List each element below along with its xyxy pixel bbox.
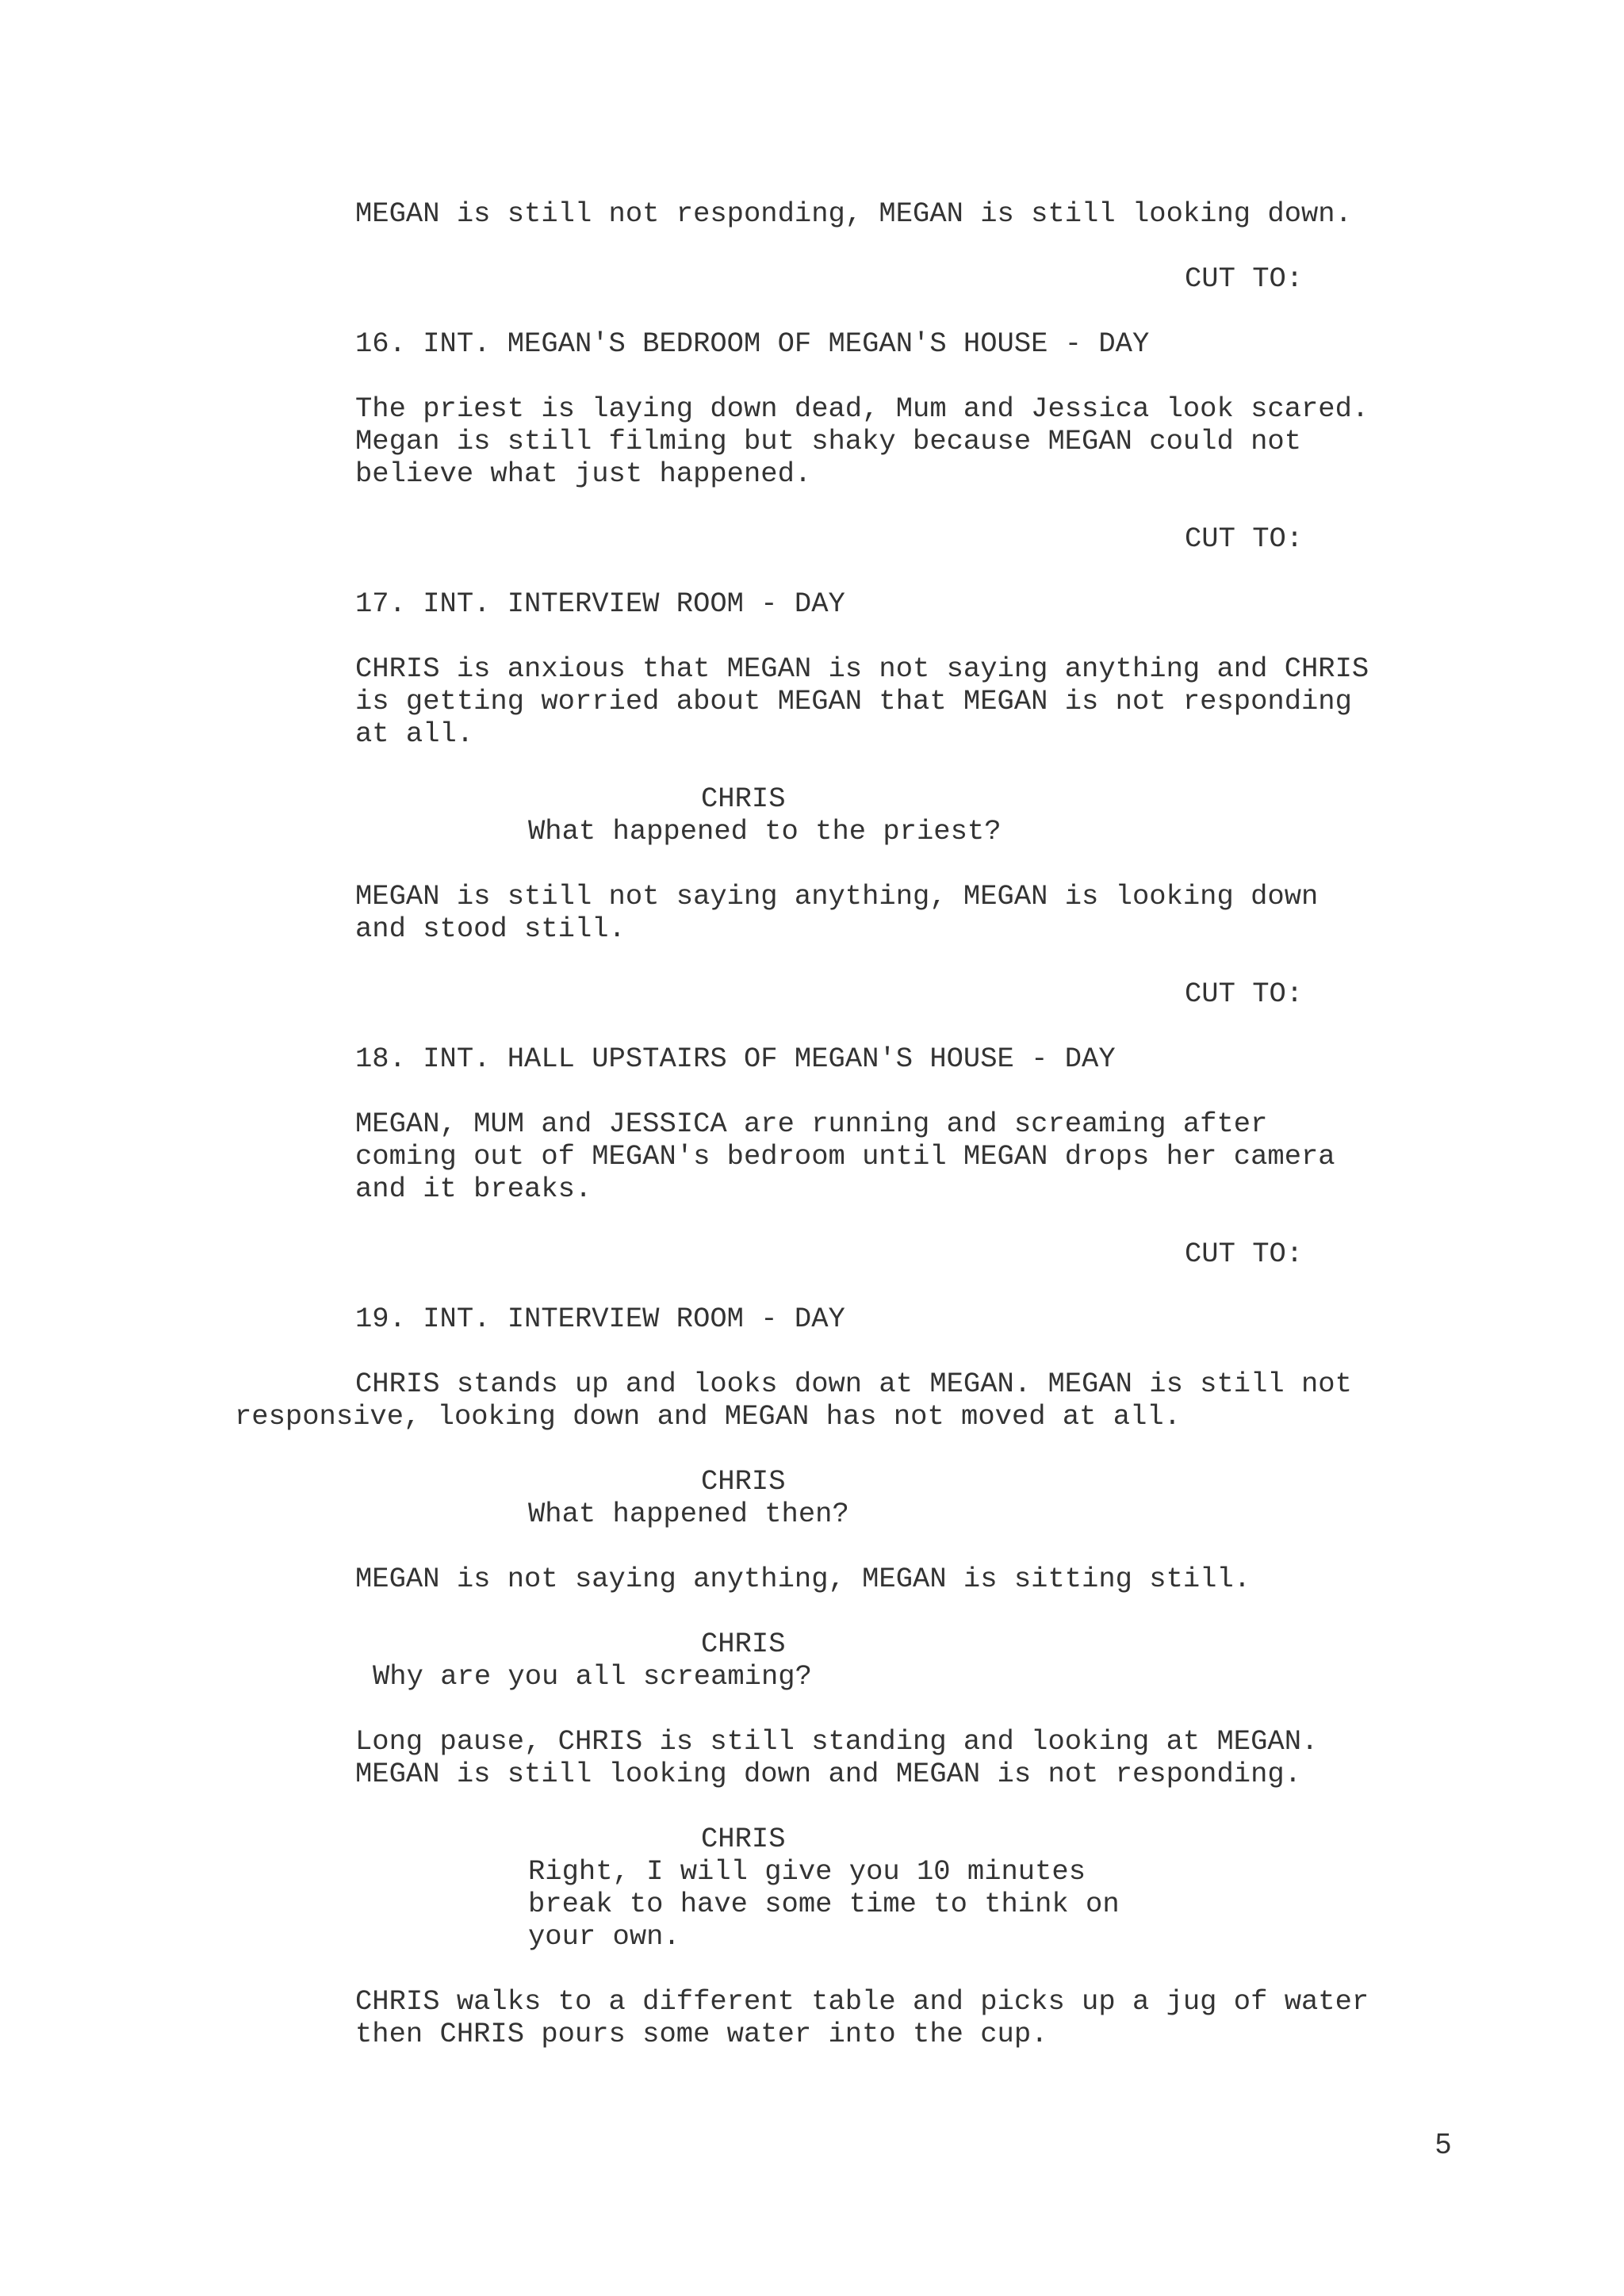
scene-heading: 19. INT. INTERVIEW ROOM - DAY (355, 1303, 845, 1335)
action-line: MEGAN is still not saying anything, MEGAN is looking down (355, 880, 1319, 913)
action-line: is getting worried about MEGAN that MEGAN is not responding (355, 685, 1352, 718)
transition-cut-to: CUT TO: (1185, 978, 1304, 1010)
character-name: CHRIS (701, 1465, 786, 1498)
action-line: responsive, looking down and MEGAN has not moved at all. (235, 1400, 1181, 1433)
action-line: CHRIS is anxious that MEGAN is not saying anything and CHRIS (355, 652, 1369, 685)
character-name: CHRIS (701, 1628, 786, 1660)
action-line: and stood still. (355, 913, 626, 945)
action-line: MEGAN is still looking down and MEGAN is not responding. (355, 1758, 1301, 1790)
action-line: The priest is laying down dead, Mum and Jessica look scared. (355, 392, 1369, 425)
action-line: Long pause, CHRIS is still standing and looking at MEGAN. (355, 1725, 1319, 1758)
dialogue-line: your own. (528, 1920, 680, 1953)
action-line: then CHRIS pours some water into the cup. (355, 2018, 1048, 2050)
dialogue-line: Right, I will give you 10 minutes (528, 1855, 1086, 1888)
action-line: at all. (355, 718, 474, 750)
transition-cut-to: CUT TO: (1185, 522, 1304, 555)
action-line: CHRIS stands up and looks down at MEGAN. MEGAN is still not (355, 1368, 1352, 1400)
action-line: MEGAN is still not responding, MEGAN is still looking down. (355, 197, 1352, 230)
page-number: 5 (1435, 2127, 1452, 2160)
dialogue-line: break to have some time to think on (528, 1888, 1120, 1920)
dialogue-line: Why are you all screaming? (373, 1660, 812, 1693)
action-line: Megan is still filming but shaky because MEGAN could not (355, 425, 1301, 457)
action-line: MEGAN, MUM and JESSICA are running and screaming after (355, 1108, 1268, 1140)
action-line: believe what just happened. (355, 457, 812, 490)
action-line: CHRIS walks to a different table and picks up a jug of water (355, 1985, 1369, 2018)
action-line: and it breaks. (355, 1173, 592, 1205)
transition-cut-to: CUT TO: (1185, 262, 1304, 295)
dialogue-line: What happened then? (528, 1498, 849, 1530)
dialogue-line: What happened to the priest? (528, 815, 1002, 848)
transition-cut-to: CUT TO: (1185, 1238, 1304, 1270)
action-line: coming out of MEGAN's bedroom until MEGAN drops her camera (355, 1140, 1335, 1173)
scene-heading: 18. INT. HALL UPSTAIRS OF MEGAN'S HOUSE - DAY (355, 1043, 1116, 1075)
scene-heading: 16. INT. MEGAN'S BEDROOM OF MEGAN'S HOUSE - DAY (355, 327, 1150, 360)
scene-heading: 17. INT. INTERVIEW ROOM - DAY (355, 587, 845, 620)
action-line: MEGAN is not saying anything, MEGAN is sitting still. (355, 1563, 1251, 1595)
character-name: CHRIS (701, 783, 786, 815)
character-name: CHRIS (701, 1823, 786, 1855)
